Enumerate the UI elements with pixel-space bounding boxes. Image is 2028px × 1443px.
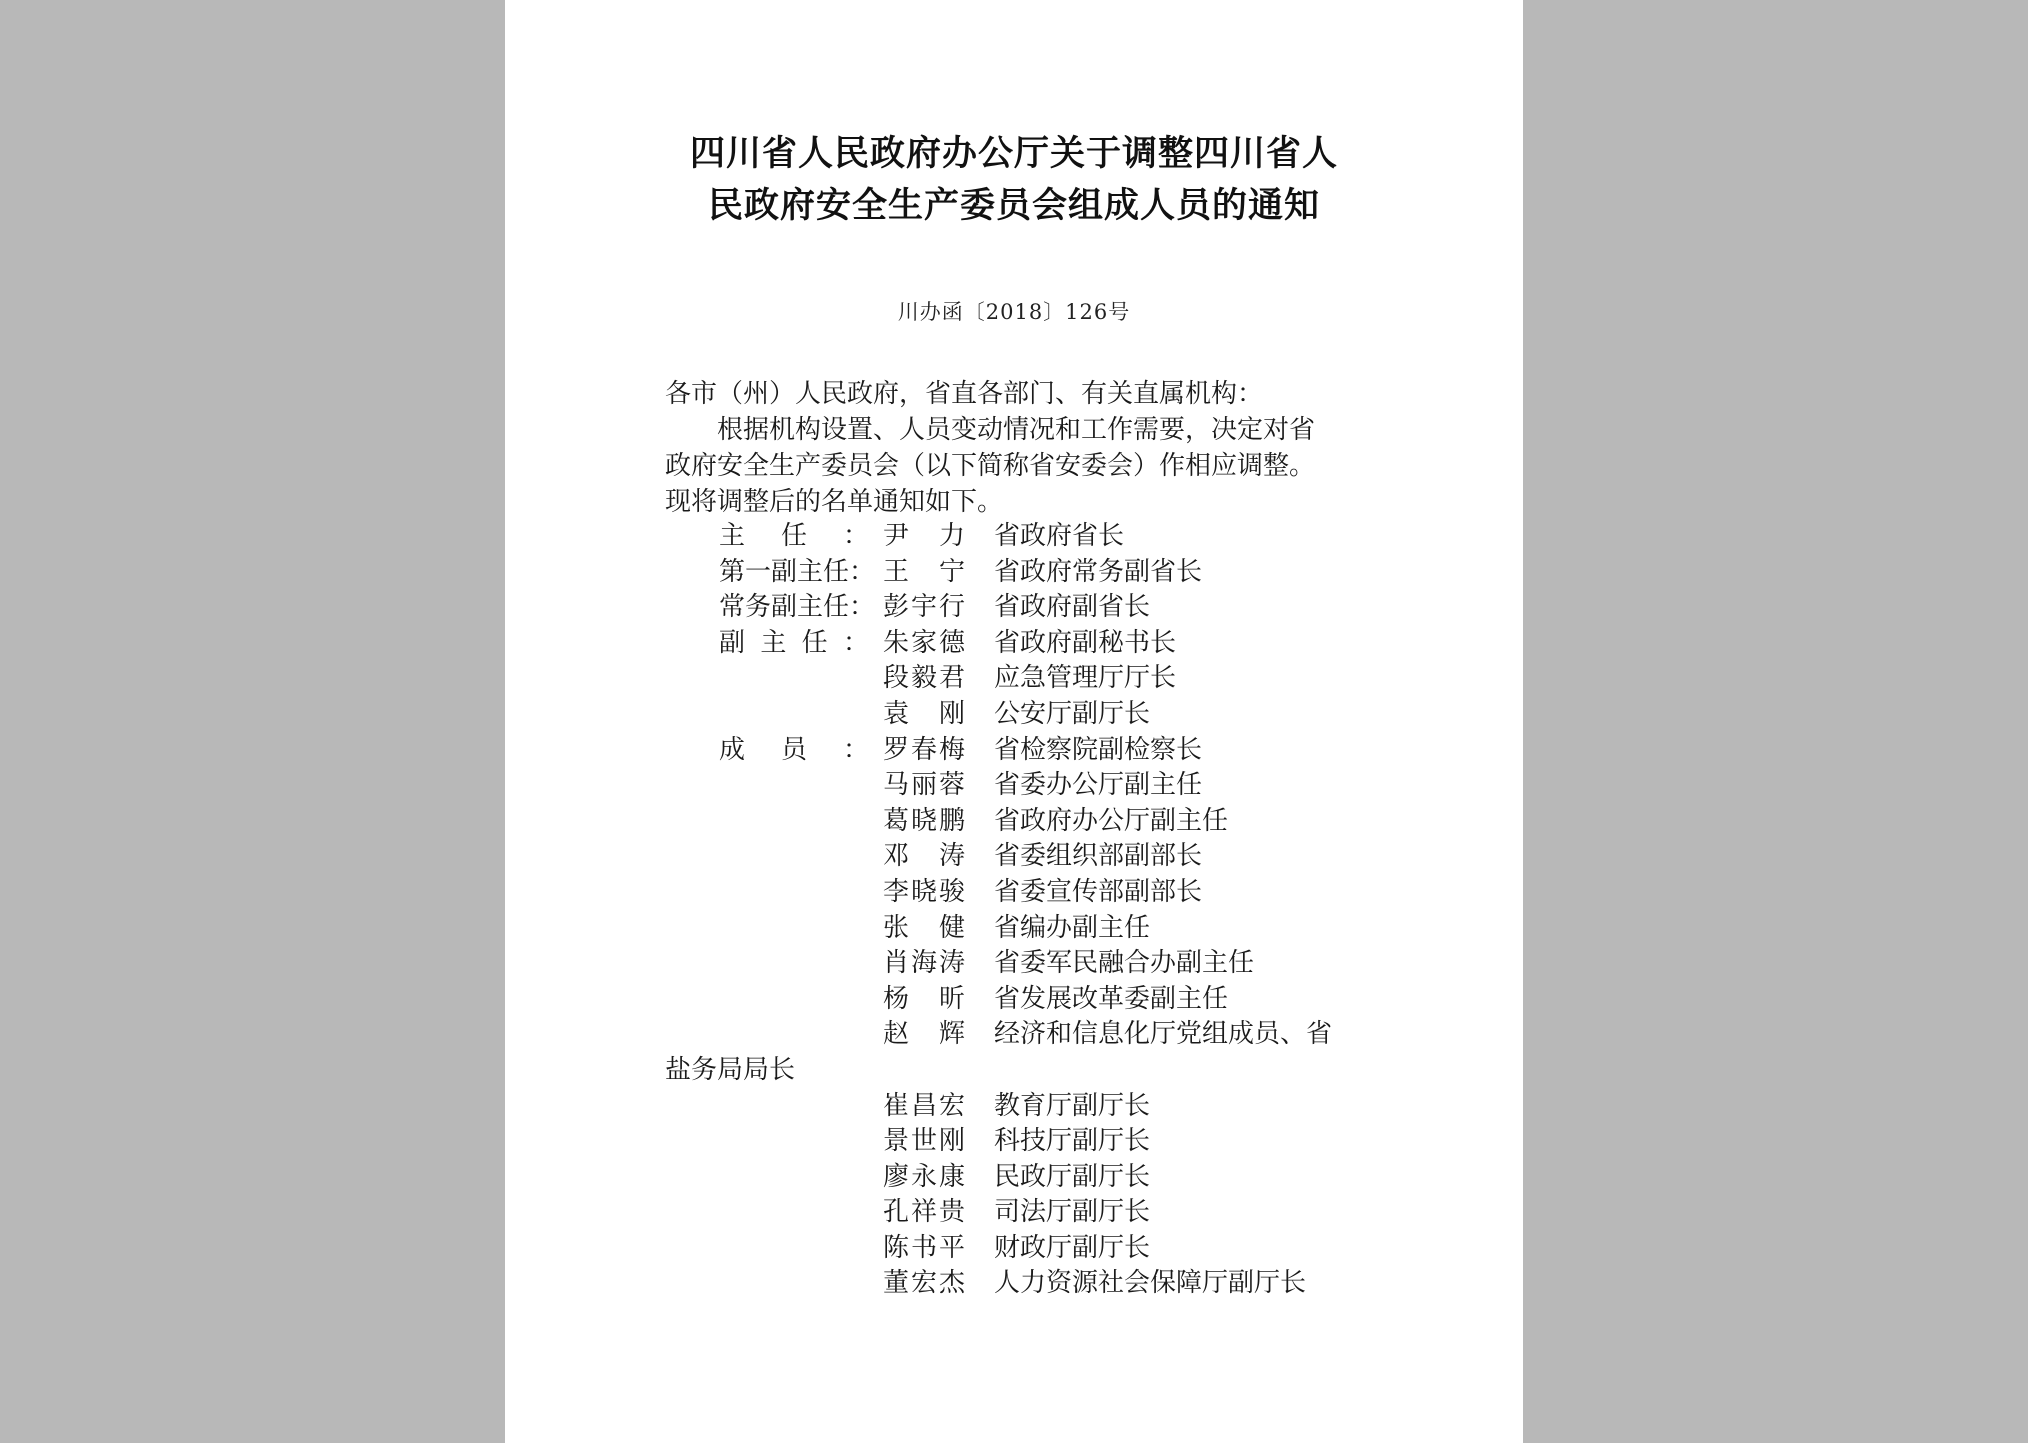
- roster-position: 科技厅副厅长: [994, 1126, 1151, 1157]
- roster-row: [505, 1089, 1523, 1125]
- roster-name: 王宁: [883, 556, 965, 587]
- paragraph-line-1: 根据机构设置、人员变动情况和工作需要，决定对省: [717, 415, 1316, 445]
- roster-position: 省政府副秘书长: [994, 627, 1177, 658]
- document-title: [505, 128, 1523, 232]
- roster-name: 赵辉: [883, 1019, 965, 1050]
- roster-name: 崔昌宏: [883, 1090, 965, 1121]
- roster-position: 省政府办公厅副主任: [994, 805, 1229, 836]
- roster-name: 景世刚: [883, 1126, 965, 1157]
- roster-name: 杨昕: [883, 983, 965, 1014]
- member-roster: [505, 519, 1523, 1302]
- roster-row: [505, 946, 1523, 982]
- roster-name: 段毅君: [883, 663, 965, 694]
- document-number: 川办函〔2018〕126号: [897, 300, 1131, 324]
- roster-row: [505, 1231, 1523, 1267]
- roster-position: 司法厅副厅长: [994, 1197, 1151, 1228]
- roster-row: [505, 875, 1523, 911]
- roster-position: 财政厅副厅长: [994, 1232, 1151, 1263]
- roster-position: 经济和信息化厅党组成员、省: [994, 1019, 1333, 1050]
- title-line-2: 民政府安全生产委员会组成人员的通知: [707, 186, 1320, 226]
- roster-row: [505, 661, 1523, 697]
- roster-role: 第一副主任：: [719, 556, 876, 587]
- roster-position-continuation: 盐务局局长: [665, 1054, 796, 1085]
- roster-position: 省政府常务副省长: [994, 556, 1203, 587]
- roster-name: 张健: [883, 912, 965, 943]
- roster-row: [505, 911, 1523, 947]
- roster-position: 省发展改革委副主任: [994, 983, 1229, 1014]
- roster-name: 邓涛: [883, 841, 965, 872]
- roster-row: [505, 1017, 1523, 1053]
- roster-name: 孔祥贵: [883, 1197, 965, 1228]
- roster-role: 副主任：: [719, 627, 869, 658]
- roster-position: 教育厅副厅长: [994, 1090, 1151, 1121]
- paragraph-line-3: 现将调整后的名单通知如下。: [665, 487, 1004, 517]
- roster-row: [505, 1053, 1523, 1089]
- roster-name: 袁刚: [883, 698, 965, 729]
- roster-position: 民政厅副厅长: [994, 1161, 1151, 1192]
- roster-position: 省委宣传部副部长: [994, 876, 1203, 907]
- roster-name: 肖海涛: [883, 948, 965, 979]
- roster-row: [505, 768, 1523, 804]
- roster-row: [505, 626, 1523, 662]
- roster-row: [505, 1266, 1523, 1302]
- roster-row: [505, 1160, 1523, 1196]
- roster-row: [505, 1195, 1523, 1231]
- roster-row: [505, 1124, 1523, 1160]
- roster-row: [505, 733, 1523, 769]
- roster-position: 省检察院副检察长: [994, 734, 1203, 765]
- roster-name: 马丽蓉: [883, 770, 965, 801]
- roster-position: 人力资源社会保障厅副厅长: [994, 1268, 1307, 1299]
- roster-name: 朱家德: [883, 627, 965, 658]
- roster-position: 公安厅副厅长: [994, 698, 1151, 729]
- roster-role: 常务副主任：: [719, 592, 876, 623]
- roster-name: 葛晓鹏: [883, 805, 965, 836]
- roster-position: 省编办副主任: [994, 912, 1151, 943]
- roster-position: 省政府副省长: [994, 592, 1151, 623]
- salutation: 各市（州）人民政府，省直各部门、有关直属机构：: [665, 379, 1264, 409]
- roster-row: [505, 590, 1523, 626]
- roster-name: 彭宇行: [883, 592, 965, 623]
- paragraph-line-2: 政府安全生产委员会（以下简称省安委会）作相应调整。: [665, 451, 1316, 481]
- roster-row: [505, 839, 1523, 875]
- roster-position: 省委军民融合办副主任: [994, 948, 1255, 979]
- roster-position: 应急管理厅厅长: [994, 663, 1177, 694]
- roster-name: 廖永康: [883, 1161, 965, 1192]
- roster-name: 尹力: [883, 521, 965, 551]
- document-page: [505, 0, 1523, 1443]
- roster-row: [505, 804, 1523, 840]
- title-line-1: 四川省人民政府办公厅关于调整四川省人: [689, 134, 1338, 174]
- roster-row: [505, 982, 1523, 1018]
- roster-name: 陈书平: [883, 1232, 965, 1263]
- roster-role: 成员：: [719, 734, 869, 765]
- roster-role: 主任：: [719, 521, 869, 551]
- roster-row: [505, 697, 1523, 733]
- roster-position: 省委组织部副部长: [994, 841, 1203, 872]
- roster-position: 省委办公厅副主任: [994, 770, 1203, 801]
- roster-row: [505, 555, 1523, 591]
- roster-name: 罗春梅: [883, 734, 965, 765]
- roster-position: 省政府省长: [994, 521, 1125, 551]
- roster-row: [505, 519, 1523, 555]
- roster-name: 董宏杰: [883, 1268, 965, 1299]
- roster-name: 李晓骏: [883, 876, 965, 907]
